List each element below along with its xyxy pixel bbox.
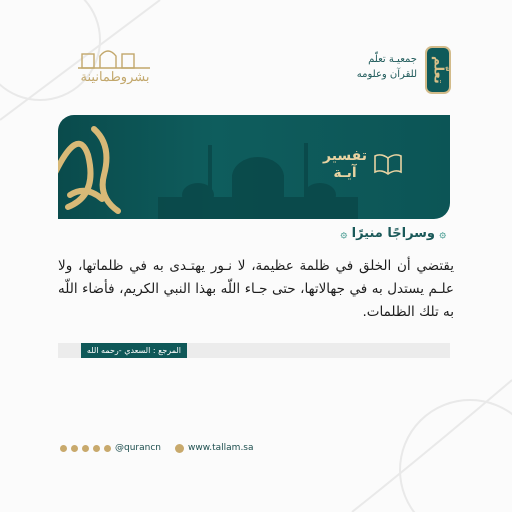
tafsir-text: يقتضي أن الخلق في ظلمة عظيمة، لا نـور يهتـدى به في ظلماتها، ولا علـم يستدل به في جهالاتها، حتى جـاء اللّه بهذا النبي الكريم، فأضاء اللّه به تلك الظلمات. [58, 258, 454, 320]
vision-logo [60, 42, 170, 94]
snapchat-icon[interactable] [60, 445, 67, 452]
reference-badge: المرجع : السعدي -رحمه الله [81, 343, 187, 358]
verse-title: ۞ وسراجًا منيرًا ۞ [340, 226, 446, 241]
youtube-icon[interactable] [104, 445, 111, 452]
website-link[interactable]: www.tallam.sa [188, 443, 254, 453]
footer [60, 441, 254, 455]
org-name: جمعيـة تعلّم للقرآن وعلومه [356, 54, 417, 80]
ornament-icon: ۞ [439, 227, 446, 240]
twitter-icon[interactable] [71, 445, 78, 452]
vision-text: بشروطمانينة [80, 70, 150, 85]
social-handle[interactable]: @qurancn [115, 443, 161, 453]
facebook-icon[interactable] [82, 445, 89, 452]
banner-title: تفسير آيـة [322, 148, 367, 181]
globe-icon [175, 444, 184, 453]
ornament-icon: ۞ [340, 227, 348, 240]
instagram-icon[interactable] [93, 445, 100, 452]
org-logo: تعلّم [425, 46, 451, 94]
